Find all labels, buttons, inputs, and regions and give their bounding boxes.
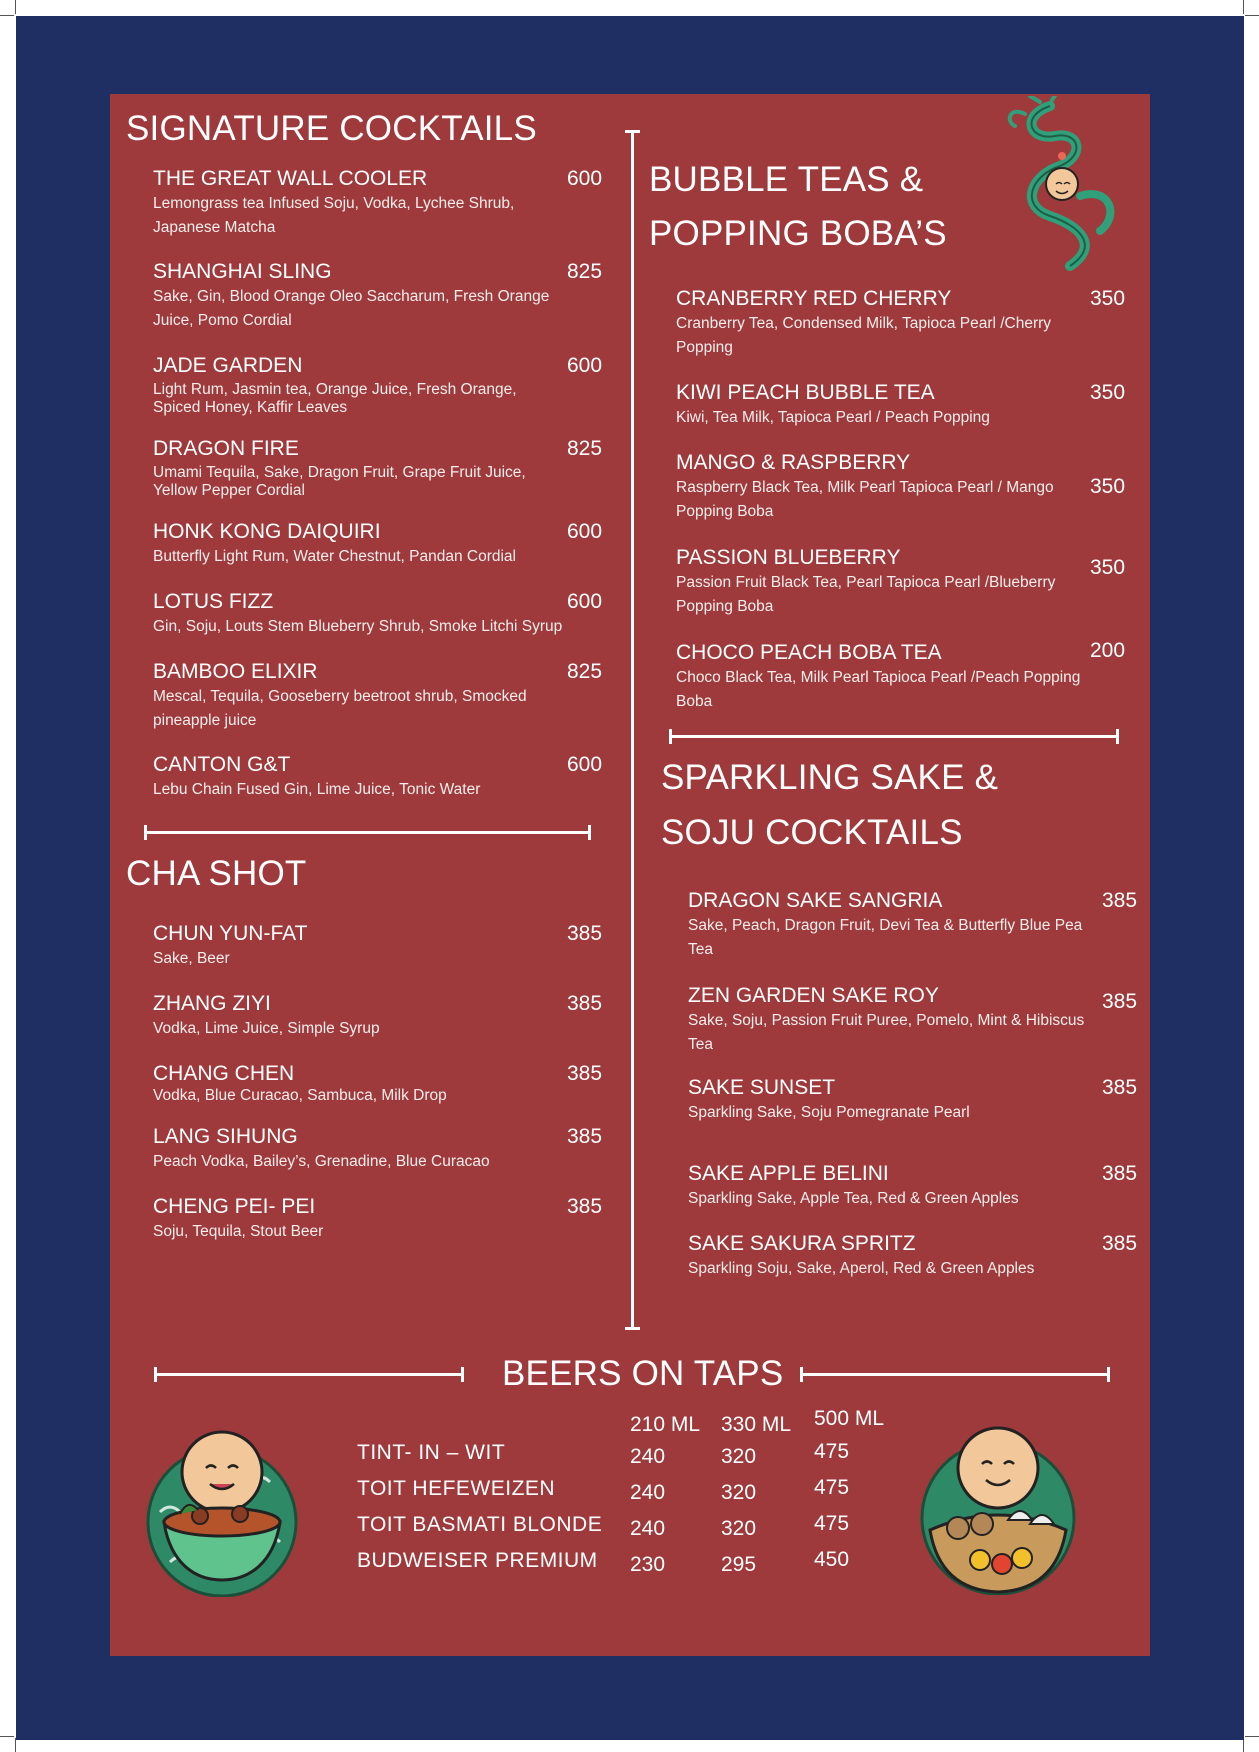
crop-mark <box>1243 0 1244 14</box>
item-price: 385 <box>567 992 603 1015</box>
monk-noodle-bowl-illustration <box>130 1422 310 1597</box>
item-name: CHENG PEI- PEI <box>153 1195 316 1218</box>
menu-item <box>688 1161 1138 1211</box>
menu-item <box>688 983 1138 1057</box>
section-divider <box>144 831 591 834</box>
item-name: HONK KONG DAIQUIRI <box>153 520 381 543</box>
item-price: 385 <box>1102 1162 1138 1185</box>
item-price: 385 <box>1102 1232 1138 1255</box>
menu-item <box>153 259 603 333</box>
item-name: CRANBERRY RED CHERRY <box>676 287 952 310</box>
column-divider <box>631 130 634 1330</box>
sparkling-title: SPARKLING SAKE & <box>661 758 999 797</box>
menu-item <box>153 752 603 802</box>
item-description: Lebu Chain Fused Gin, Lime Juice, Tonic Water <box>153 781 481 798</box>
item-name: SAKE APPLE BELINI <box>688 1162 889 1185</box>
item-description: Choco Black Tea, Milk Pearl Tapioca Pearl /Peach Popping Boba <box>676 669 1081 710</box>
beer-price-210: 230 <box>630 1553 666 1576</box>
item-name: MANGO & RASPBERRY <box>676 451 911 474</box>
sparkling-title-line2: SOJU COCKTAILS <box>661 813 963 852</box>
crop-mark <box>1243 1738 1244 1752</box>
menu-item <box>688 888 1138 962</box>
item-description: Sparkling Sake, Apple Tea, Red & Green Apples <box>688 1190 1019 1207</box>
item-price: 350 <box>1090 381 1126 404</box>
crop-mark <box>15 0 16 14</box>
beer-price-210: 240 <box>630 1445 666 1468</box>
beer-name: BUDWEISER PREMIUM <box>357 1549 598 1572</box>
beer-price-500: 450 <box>814 1548 850 1571</box>
crop-mark <box>1245 15 1259 16</box>
beer-col-500: 500 ML <box>814 1407 885 1430</box>
crop-mark <box>0 15 14 16</box>
item-name: CHUN YUN-FAT <box>153 922 308 945</box>
item-name: CHOCO PEACH BOBA TEA <box>676 641 942 664</box>
beer-name: TOIT BASMATI BLONDE <box>357 1513 603 1536</box>
item-description: Vodka, Blue Curacao, Sambuca, Milk Drop <box>153 1087 447 1104</box>
item-price: 200 <box>1090 639 1126 662</box>
item-description: Sparkling Sake, Soju Pomegranate Pearl <box>688 1104 970 1121</box>
item-price: 385 <box>567 1195 603 1218</box>
beers-title: BEERS ON TAPS <box>502 1354 784 1393</box>
item-description: Passion Fruit Black Tea, Pearl Tapioca Pearl /Blueberry Popping Boba <box>676 574 1056 615</box>
menu-item <box>153 519 603 569</box>
item-price: 825 <box>567 660 603 683</box>
beers-divider-left <box>154 1373 464 1376</box>
item-description: Umami Tequila, Sake, Dragon Fruit, Grape Fruit Juice, Yellow Pepper Cordial <box>153 464 526 499</box>
menu-item <box>688 1231 1138 1281</box>
item-name: DRAGON SAKE SANGRIA <box>688 889 943 912</box>
menu-item <box>676 380 1126 430</box>
item-name: LOTUS FIZZ <box>153 590 274 613</box>
item-description: Light Rum, Jasmin tea, Orange Juice, Fresh Orange, Spiced Honey, Kaffir Leaves <box>153 381 517 416</box>
item-name: BAMBOO ELIXIR <box>153 660 318 683</box>
beer-price-210: 240 <box>630 1481 666 1504</box>
item-price: 600 <box>567 590 603 613</box>
bubble-teas-title-line2: POPPING BOBA’S <box>649 214 947 253</box>
item-description: Mescal, Tequila, Gooseberry beetroot shrub, Smocked pineapple juice <box>153 688 527 729</box>
beer-col-210: 210 ML <box>630 1413 701 1436</box>
item-description: Peach Vodka, Bailey’s, Grenadine, Blue Curacao <box>153 1153 490 1170</box>
item-price: 825 <box>567 437 603 460</box>
item-description: Sake, Peach, Dragon Fruit, Devi Tea & Butterfly Blue Pea Tea <box>688 917 1083 958</box>
beer-price-500: 475 <box>814 1512 850 1535</box>
item-description: Vodka, Lime Juice, Simple Syrup <box>153 1020 380 1037</box>
beers-divider-right <box>800 1373 1110 1376</box>
menu-item <box>153 1124 603 1174</box>
monk-dimsum-platter-illustration <box>910 1420 1085 1595</box>
item-name: SAKE SUNSET <box>688 1076 836 1099</box>
crop-mark <box>1245 1736 1259 1737</box>
item-name: DRAGON FIRE <box>153 437 299 460</box>
item-price: 385 <box>1102 990 1138 1013</box>
cha-shot-title: CHA SHOT <box>126 854 307 893</box>
item-name: CANTON G&T <box>153 753 291 776</box>
item-price: 350 <box>1090 287 1126 310</box>
beer-name: TINT- IN – WIT <box>357 1441 506 1464</box>
menu-item <box>153 991 603 1041</box>
item-price: 350 <box>1090 475 1126 498</box>
item-description: Cranberry Tea, Condensed Milk, Tapioca Pearl /Cherry Popping <box>676 315 1052 356</box>
menu-item <box>676 545 1126 619</box>
item-price: 600 <box>567 354 603 377</box>
item-name: SHANGHAI SLING <box>153 260 332 283</box>
item-name: THE GREAT WALL COOLER <box>153 167 428 190</box>
item-price: 385 <box>1102 1076 1138 1099</box>
item-description: Lemongrass tea Infused Soju, Vodka, Lychee Shrub, Japanese Matcha <box>153 195 515 236</box>
item-name: LANG SIHUNG <box>153 1125 298 1148</box>
beer-col-330: 330 ML <box>721 1413 792 1436</box>
menu-panel <box>110 94 1150 1656</box>
menu-item <box>153 353 603 417</box>
menu-item <box>676 286 1126 360</box>
menu-item <box>676 639 1126 714</box>
menu-item <box>153 1061 603 1105</box>
beer-price-330: 320 <box>721 1517 757 1540</box>
beer-price-500: 475 <box>814 1440 850 1463</box>
item-price: 385 <box>567 1062 603 1085</box>
item-name: ZEN GARDEN SAKE ROY <box>688 984 939 1007</box>
item-price: 600 <box>567 167 603 190</box>
item-price: 385 <box>567 922 603 945</box>
item-price: 350 <box>1090 556 1126 579</box>
item-name: PASSION BLUEBERRY <box>676 546 901 569</box>
menu-item <box>153 589 603 639</box>
item-name: CHANG CHEN <box>153 1062 295 1085</box>
crop-mark <box>15 1738 16 1752</box>
beer-price-330: 320 <box>721 1481 757 1504</box>
column-divider-cap <box>625 130 640 133</box>
menu-item <box>153 921 603 971</box>
menu-item <box>688 1075 1138 1125</box>
item-name: JADE GARDEN <box>153 354 303 377</box>
item-price: 385 <box>1102 889 1138 912</box>
item-price: 825 <box>567 260 603 283</box>
column-divider-cap <box>625 1327 640 1330</box>
menu-item <box>153 436 603 500</box>
section-divider <box>669 735 1119 738</box>
item-description: Kiwi, Tea Milk, Tapioca Pearl / Peach Popping <box>676 409 990 426</box>
signature-cocktails-title: SIGNATURE COCKTAILS <box>126 109 537 148</box>
menu-item <box>153 1194 603 1244</box>
item-description: Sake, Gin, Blood Orange Oleo Saccharum, Fresh Orange Juice, Pomo Cordial <box>153 288 550 329</box>
item-name: SAKE SAKURA SPRITZ <box>688 1232 916 1255</box>
beer-name: TOIT HEFEWEIZEN <box>357 1477 556 1500</box>
item-description: Sake, Beer <box>153 950 230 967</box>
item-description: Raspberry Black Tea, Milk Pearl Tapioca Pearl / Mango Popping Boba <box>676 479 1054 520</box>
crop-mark <box>0 1736 14 1737</box>
item-description: Butterfly Light Rum, Water Chestnut, Pandan Cordial <box>153 548 516 565</box>
beer-price-330: 320 <box>721 1445 757 1468</box>
item-price: 600 <box>567 520 603 543</box>
item-name: KIWI PEACH BUBBLE TEA <box>676 381 935 404</box>
item-description: Sake, Soju, Passion Fruit Puree, Pomelo, Mint & Hibiscus Tea <box>688 1012 1085 1053</box>
dragon-monk-illustration <box>990 96 1130 276</box>
item-name: ZHANG ZIYI <box>153 992 271 1015</box>
item-description: Gin, Soju, Louts Stem Blueberry Shrub, Smoke Litchi Syrup <box>153 618 563 635</box>
bubble-teas-title: BUBBLE TEAS & <box>649 160 924 199</box>
beer-price-500: 475 <box>814 1476 850 1499</box>
item-price: 385 <box>567 1125 603 1148</box>
menu-item <box>153 659 603 733</box>
menu-item <box>153 166 603 240</box>
item-description: Soju, Tequila, Stout Beer <box>153 1223 324 1240</box>
item-price: 600 <box>567 753 603 776</box>
menu-item <box>676 450 1126 524</box>
beer-price-210: 240 <box>630 1517 666 1540</box>
beer-price-330: 295 <box>721 1553 757 1576</box>
item-description: Sparkling Soju, Sake, Aperol, Red & Green Apples <box>688 1260 1035 1277</box>
